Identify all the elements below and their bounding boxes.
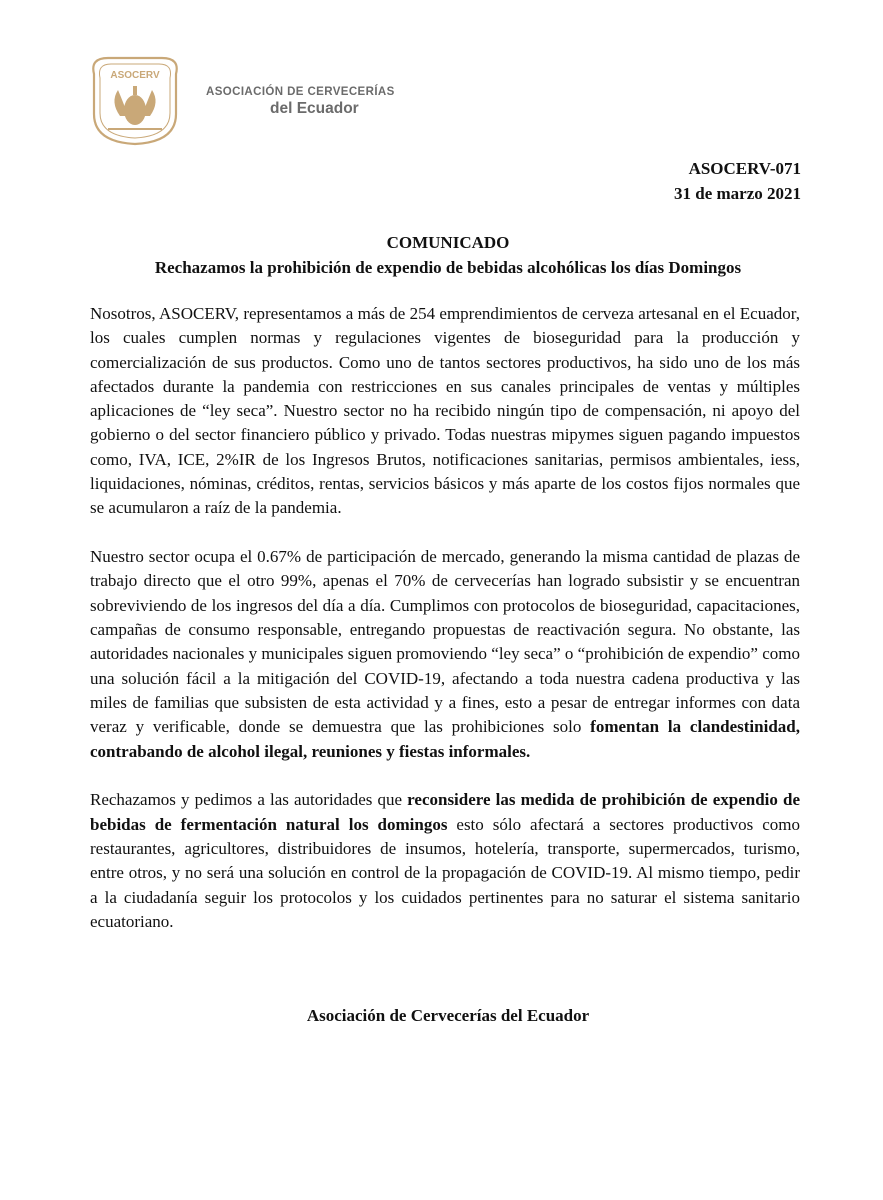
- organization-name: [206, 86, 395, 118]
- reference-code: ASOCERV-071: [688, 159, 801, 178]
- paragraph-1: Nosotros, ASOCERV, representamos a más de 254 emprendimientos de cerveza artesanal en el Ecuador, los cuales cumplen normas y regulaciones vigentes de bioseguridad para la producción y comercialización de sus productos. Como uno de tantos sectores productivos, ha sido uno de los más afectados durante la pandemia con restricciones en sus canales principales de ventas y múltiples aplicaciones de “ley seca”. Nuestro sector no ha recibido ningún tipo de compensación, ni apoyo del gobierno o del sector financiero público y privado. Todas nuestras mipymes siguen pagando impuestos como, IVA, ICE, 2%IR de los Ingresos Brutos, notificaciones sanitarias, permisos ambientales, iess, liquidaciones, nóminas, créditos, rentas, servicios básicos y más aparte de los costos fijos normales que se acumularon a raíz de la pandemia.: [90, 304, 800, 518]
- paragraph-3-text-b: esto sólo afectará a sectores productivos como restaurantes, agricultores, distribuidores de insumos, hotelería, transporte, supermercados, turismo, entre otros, y no será una solución en control de la propagación de COVID-19. Al mismo tiempo, pedir a la ciudadanía seguir los protocolos y los cuidados pertinentes para no saturar el sistema sanitario ecuatoriano.: [90, 814, 800, 931]
- letterhead: [80, 52, 480, 152]
- document-reference: [674, 156, 801, 206]
- document-title: [60, 230, 836, 280]
- title-subheading: Rechazamos la prohibición de expendio de bebidas alcohólicas los días Domingos: [154, 258, 742, 277]
- paragraph-3-text-a: Rechazamos y pedimos a las autoridades que: [90, 790, 408, 810]
- paragraph-2-emphasis: fomentan la clandestinidad, contrabando de alcohol ilegal, reuniones y fiestas informales.: [90, 717, 800, 761]
- logo-text: ASOCERV: [110, 70, 160, 81]
- reference-date: 31 de marzo 2021: [673, 184, 801, 203]
- document-body: [90, 302, 800, 959]
- paragraph-2: [90, 545, 800, 764]
- paragraph-3-emphasis: reconsidere las medida de prohibición de expendio de bebidas de fermentación natural los domingos: [90, 790, 800, 834]
- asocerv-logo: [80, 52, 190, 147]
- signature: Asociación de Cervecerías del Ecuador: [306, 1006, 590, 1025]
- organization-name-line2: del Ecuador: [270, 100, 359, 117]
- paragraph-3: [90, 788, 800, 934]
- title-heading: COMUNICADO: [386, 233, 510, 252]
- paragraph-2-text: Nuestro sector ocupa el 0.67% de participación de mercado, generando la misma cantidad de plazas de trabajo directo que el otro 99%, apenas el 70% de cervecerías han logrado subsistir y se encuentran sobreviviendo de los ingresos del día a día. Cumplimos con protocolos de bioseguridad, capacitaciones, campañas de consumo responsable, entregando propuestas de reactivación segura. No obstante, las autoridades nacionales y municipales siguen promoviendo “ley seca” o “prohibición de expendio” como una solución fácil a la mitigación del COVID-19, afectando a toda nuestra cadena productiva y las miles de familias que subsisten de esta actividad y a fines, esto a pesar de entregar informes con data veraz y verificable, donde se demuestra que las prohibiciones solo: [90, 547, 800, 737]
- organization-name-line1: ASOCIACIÓN DE CERVECERÍAS: [206, 86, 395, 98]
